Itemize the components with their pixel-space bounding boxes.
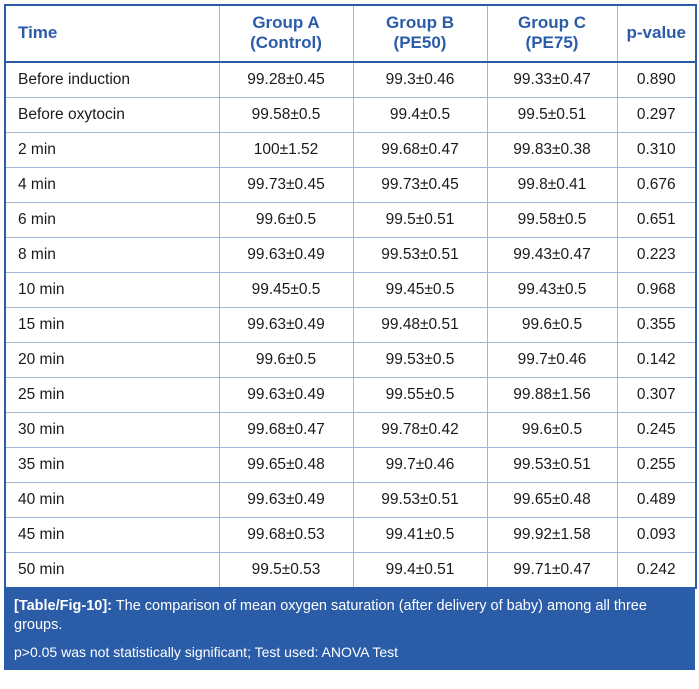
cell-group-c: 99.5±0.51: [487, 98, 617, 133]
cell-group-b: 99.55±0.5: [353, 378, 487, 413]
cell-time: 15 min: [5, 308, 219, 343]
cell-group-a: 99.68±0.47: [219, 413, 353, 448]
table-row: [5, 203, 696, 238]
cell-group-c: 99.7±0.46: [487, 343, 617, 378]
cell-group-c: 99.88±1.56: [487, 378, 617, 413]
column-header-group-b-sub: (PE50): [393, 32, 447, 52]
cell-time: 2 min: [5, 133, 219, 168]
column-header-p-value: [617, 5, 696, 62]
cell-group-a: 100±1.52: [219, 133, 353, 168]
table-row: [5, 238, 696, 273]
cell-group-a: 99.63±0.49: [219, 378, 353, 413]
cell-group-c: 99.33±0.47: [487, 62, 617, 98]
table-caption-label: [Table/Fig-10]:: [14, 598, 113, 615]
table-row: [5, 448, 696, 483]
table-row: [5, 378, 696, 413]
table-row: [5, 413, 696, 448]
column-header-group-a-sub: (Control): [250, 32, 322, 52]
cell-group-b: 99.45±0.5: [353, 273, 487, 308]
column-header-group-c-main: Group C: [518, 13, 586, 32]
cell-p-value: 0.255: [617, 448, 696, 483]
cell-group-b: 99.4±0.5: [353, 98, 487, 133]
cell-p-value: 0.355: [617, 308, 696, 343]
cell-group-c: 99.92±1.58: [487, 518, 617, 553]
cell-group-c: 99.58±0.5: [487, 203, 617, 238]
column-header-p-value-main: p-value: [626, 22, 687, 42]
cell-group-b: 99.3±0.46: [353, 62, 487, 98]
table-row: [5, 343, 696, 378]
cell-group-b: 99.53±0.51: [353, 483, 487, 518]
cell-time: 40 min: [5, 483, 219, 518]
cell-group-a: 99.28±0.45: [219, 62, 353, 98]
table-row: [5, 98, 696, 133]
table-row: [5, 133, 696, 168]
cell-group-b: 99.48±0.51: [353, 308, 487, 343]
cell-group-a: 99.73±0.45: [219, 168, 353, 203]
cell-p-value: 0.223: [617, 238, 696, 273]
column-header-group-a: [219, 5, 353, 62]
cell-group-b: 99.53±0.5: [353, 343, 487, 378]
table-row: [5, 553, 696, 589]
cell-group-a: 99.63±0.49: [219, 308, 353, 343]
cell-p-value: 0.489: [617, 483, 696, 518]
cell-group-c: 99.65±0.48: [487, 483, 617, 518]
column-header-time: [5, 5, 219, 62]
cell-time: Before induction: [5, 62, 219, 98]
column-header-group-b: [353, 5, 487, 62]
cell-group-a: 99.63±0.49: [219, 483, 353, 518]
cell-group-b: 99.53±0.51: [353, 238, 487, 273]
table-row: [5, 168, 696, 203]
cell-p-value: 0.310: [617, 133, 696, 168]
table-caption-note: p>0.05 was not statistically significant; Test used: ANOVA Test: [14, 643, 399, 660]
cell-group-b: 99.68±0.47: [353, 133, 487, 168]
cell-p-value: 0.890: [617, 62, 696, 98]
table-row: [5, 518, 696, 553]
cell-group-a: 99.45±0.5: [219, 273, 353, 308]
cell-group-b: 99.78±0.42: [353, 413, 487, 448]
cell-p-value: 0.245: [617, 413, 696, 448]
cell-group-a: 99.6±0.5: [219, 343, 353, 378]
cell-group-b: 99.5±0.51: [353, 203, 487, 238]
table-header-row: [5, 5, 696, 62]
cell-time: 30 min: [5, 413, 219, 448]
cell-p-value: 0.093: [617, 518, 696, 553]
cell-p-value: 0.651: [617, 203, 696, 238]
oxygen-saturation-table: [4, 4, 697, 589]
cell-group-c: 99.53±0.51: [487, 448, 617, 483]
table-row: [5, 483, 696, 518]
cell-time: 50 min: [5, 553, 219, 589]
cell-group-c: 99.71±0.47: [487, 553, 617, 589]
cell-group-a: 99.58±0.5: [219, 98, 353, 133]
column-header-group-a-main: Group A: [252, 13, 320, 32]
table-header: [5, 5, 696, 62]
cell-group-b: 99.7±0.46: [353, 448, 487, 483]
cell-time: 25 min: [5, 378, 219, 413]
column-header-group-b-main: Group B: [386, 13, 454, 32]
cell-group-a: 99.68±0.53: [219, 518, 353, 553]
column-header-group-c: [487, 5, 617, 62]
cell-p-value: 0.242: [636, 561, 676, 579]
cell-time: Before oxytocin: [5, 98, 219, 133]
cell-group-c: 99.43±0.5: [487, 273, 617, 308]
cell-group-b: 99.73±0.45: [353, 168, 487, 203]
cell-time: 45 min: [5, 518, 219, 553]
table-row: [5, 273, 696, 308]
cell-group-a: 99.5±0.53: [219, 553, 353, 589]
cell-time: 4 min: [5, 168, 219, 203]
cell-group-b: 99.4±0.51: [353, 553, 487, 589]
table-row: [5, 308, 696, 343]
cell-group-b: 99.41±0.5: [353, 518, 487, 553]
table-body: [5, 62, 696, 588]
cell-group-a: 99.63±0.49: [219, 238, 353, 273]
cell-group-a: 99.65±0.48: [219, 448, 353, 483]
cell-time: 10 min: [5, 273, 219, 308]
cell-p-value: 0.142: [617, 343, 696, 378]
cell-group-c: 99.83±0.38: [487, 133, 617, 168]
column-header-group-c-sub: (PE75): [525, 32, 579, 52]
cell-p-value: 0.968: [617, 273, 696, 308]
column-header-time-main: Time: [18, 22, 58, 42]
table-caption: [4, 589, 695, 670]
cell-group-a: 99.6±0.5: [219, 203, 353, 238]
cell-group-c: 99.6±0.5: [487, 413, 617, 448]
cell-group-c: 99.8±0.41: [487, 168, 617, 203]
cell-p-value: 0.297: [617, 98, 696, 133]
cell-group-c: 99.6±0.5: [487, 308, 617, 343]
table-caption-text: The comparison of mean oxygen saturation (after delivery of baby) among all three groups.: [14, 598, 647, 633]
table-row: [5, 62, 696, 98]
cell-time: 20 min: [5, 343, 219, 378]
cell-group-c: 99.43±0.47: [487, 238, 617, 273]
cell-p-value: 0.307: [617, 378, 696, 413]
cell-time: 6 min: [5, 203, 219, 238]
cell-time: 8 min: [5, 238, 219, 273]
cell-time: 35 min: [5, 448, 219, 483]
cell-p-value: 0.676: [617, 168, 696, 203]
